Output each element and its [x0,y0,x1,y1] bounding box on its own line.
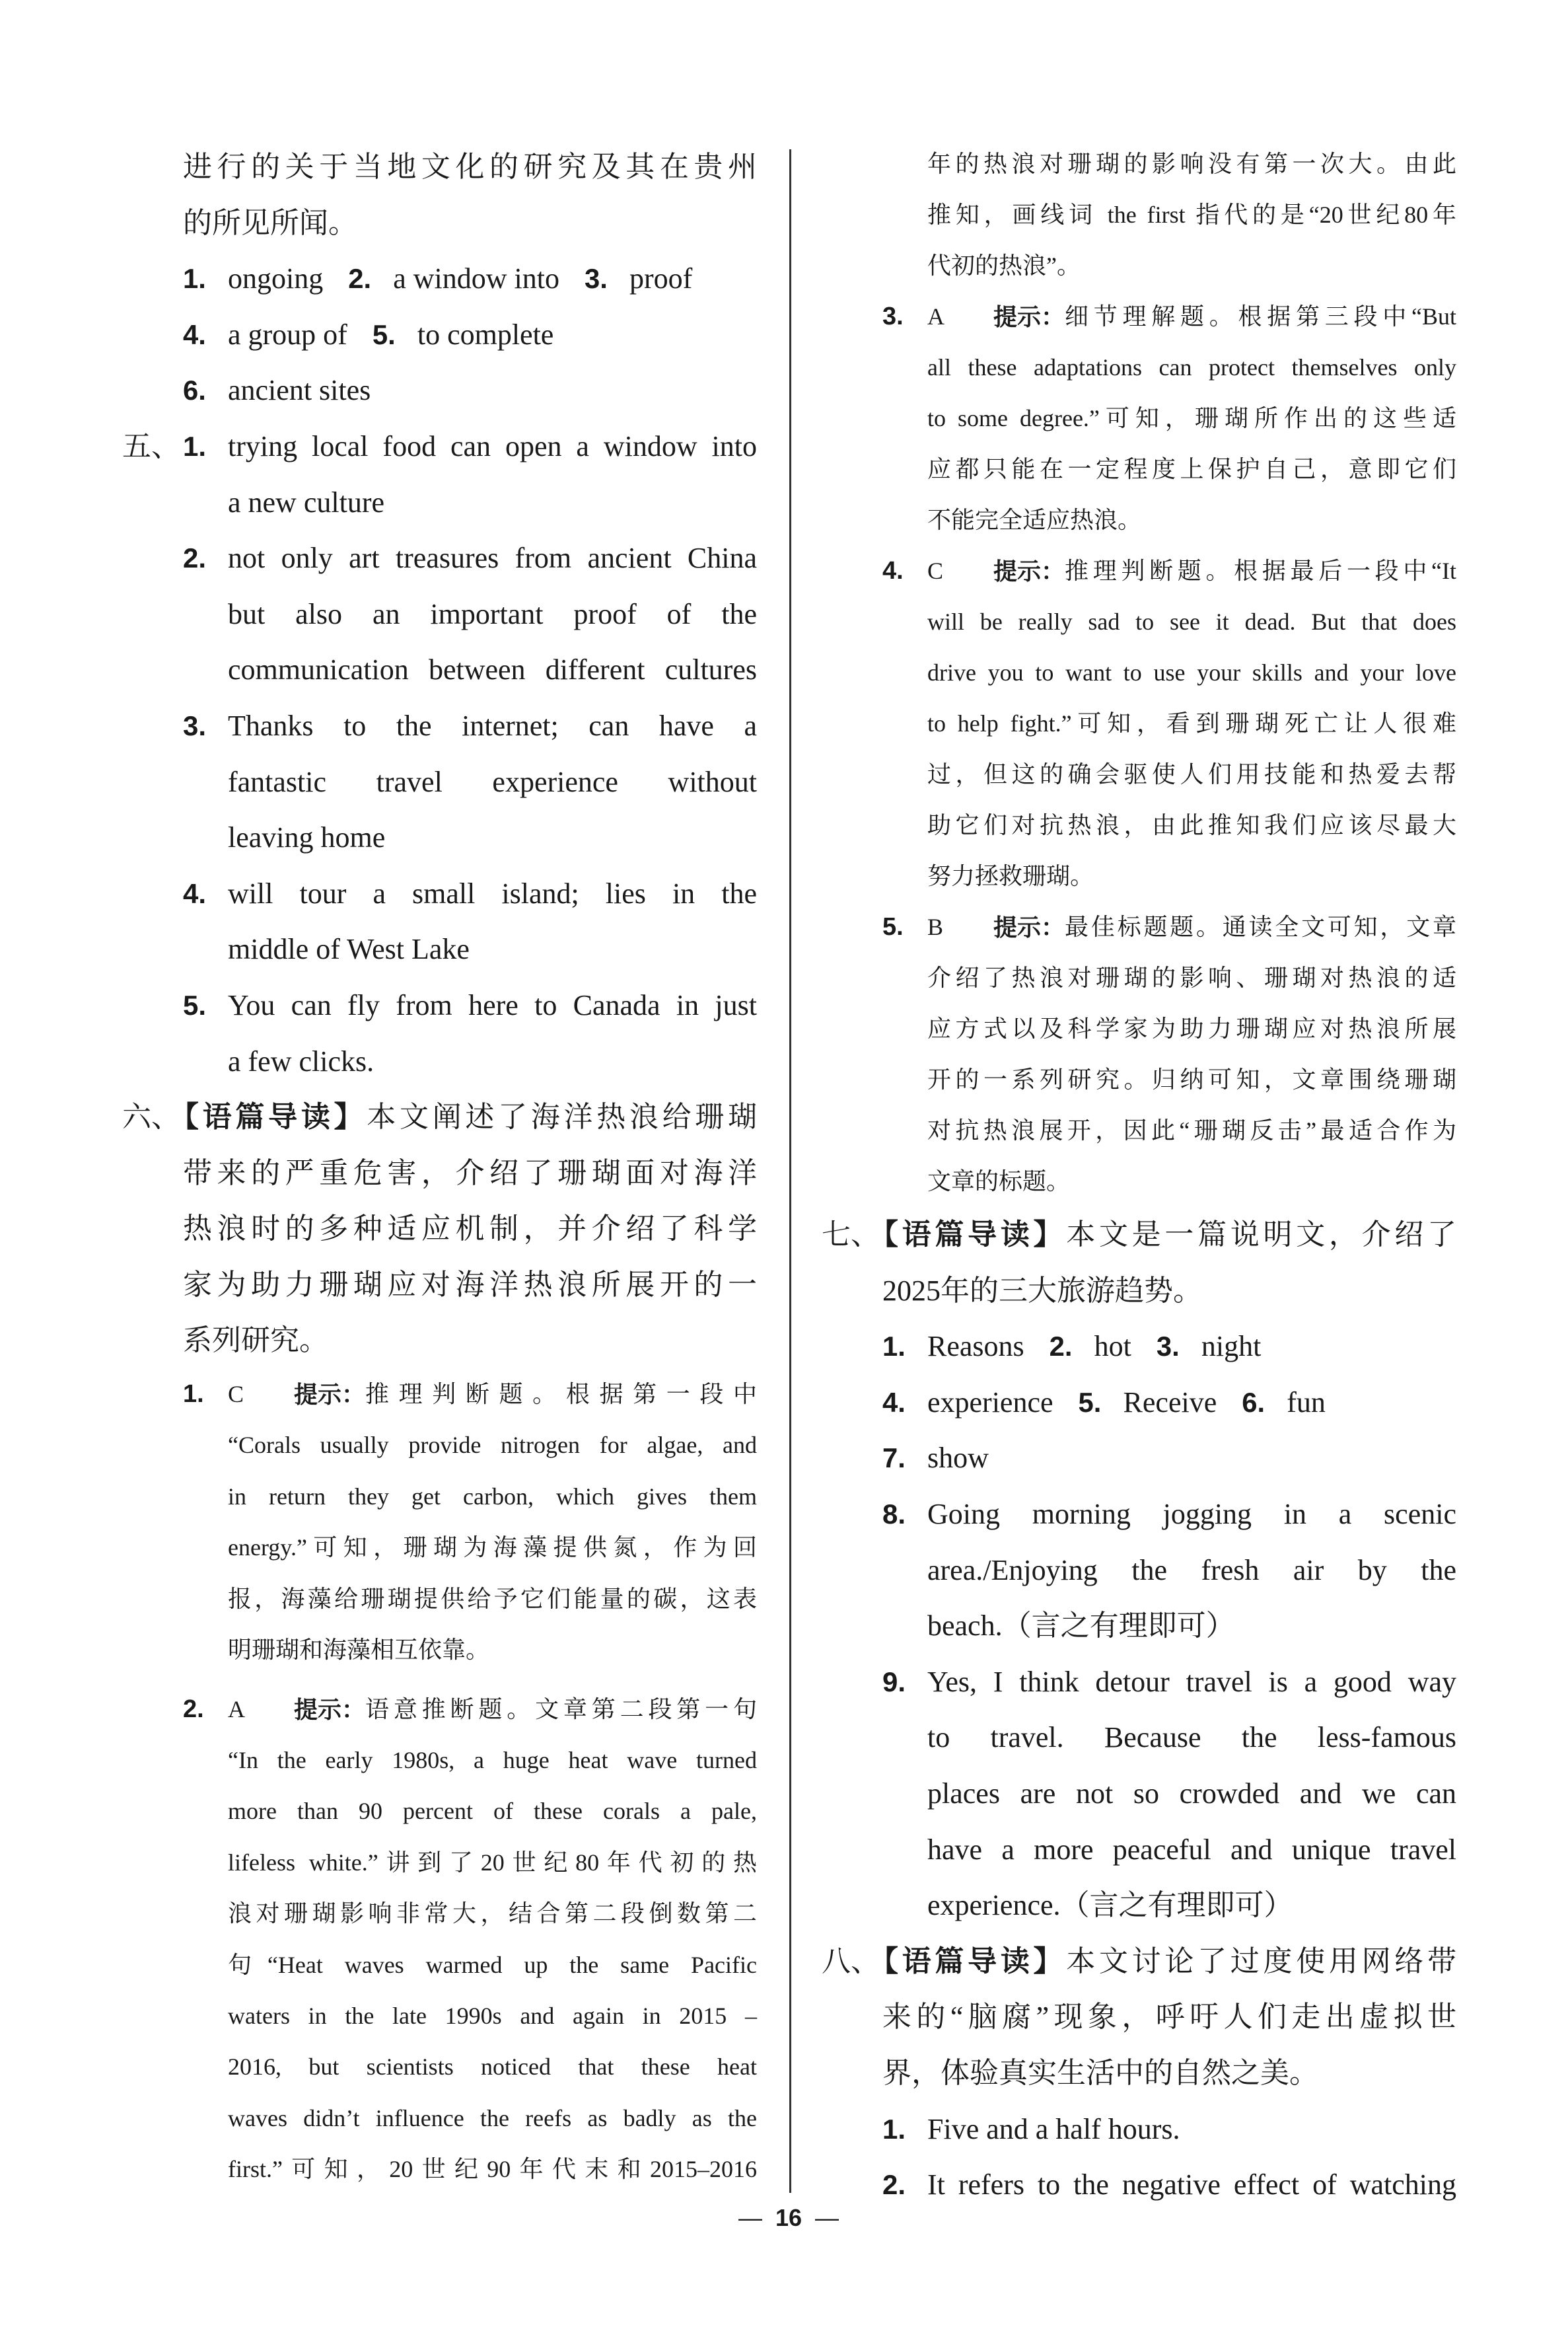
answer-letter: C [927,558,944,584]
text-line: You can fly from here to Canada in just [228,988,757,1021]
answer-item [122,698,757,866]
item-number: 9. [882,1666,906,1697]
item-number: 1. [882,1331,906,1362]
answer-text: a group of [228,318,347,351]
text-line: 应方式以及科学家为助力珊瑚应对热浪所展 [927,1015,1456,1042]
item-number: 5. [183,989,207,1021]
item-number: 4. [183,318,206,350]
text-line: experience.（言之有理即可） [927,1889,1293,1922]
text-line: 界，体验真实生活中的自然之美。 [882,2056,1318,2089]
item-number: 6. [1242,1386,1265,1418]
text-line: 对抗热浪展开，因此“珊瑚反击”最适合作为 [927,1117,1456,1144]
text-line: communication between different cultures [228,653,757,686]
hint-label: 提示： [993,558,1065,585]
text-line: 推知，画线词 the first 指代的是“20世纪80年 [927,202,1456,228]
text-line: 2016, but scientists noticed that these heat [228,2053,757,2081]
text-line: fantastic travel experience without [228,765,757,798]
text-line: 报，海藻给珊瑚提供给予它们能量的碳，这表 [228,1585,757,1612]
text-line: It refers to the negative effect of watching [927,2168,1456,2201]
text-line: “In the early 1980s, a huge heat wave turned [228,1746,757,1773]
guide-text: 本文是一篇说明文，介绍了 [1066,1218,1457,1251]
item-number: 3. [1156,1331,1180,1362]
text-line: a new culture [228,486,384,519]
text-line: to help fight.”可知，看到珊瑚死亡让人很难 [927,710,1456,737]
text-line: first.”可知，20世纪90年代末和2015–2016 [228,2156,757,2183]
item-number: 5. [1078,1386,1102,1418]
text-line: 开的一系列研究。归纳可知，文章围绕珊瑚 [927,1066,1456,1093]
section-number: 六、 [122,1101,180,1134]
vocab-answers [822,1319,1456,1487]
text-line: 代初的热浪”。 [927,252,1081,279]
guide-text: 本文讨论了过度使用网络带 [1066,1944,1457,1977]
item-number: 3. [183,710,207,741]
text-line: area./Enjoying the fresh air by the [927,1553,1456,1586]
text-line: trying local food can open a window into [228,429,757,462]
hint-text: 语意推断题。文章第二段第一句 [365,1695,757,1722]
text-line: 介绍了热浪对珊瑚的影响、珊瑚对热浪的适 [927,965,1456,991]
guide-tag: 【语篇导读】 [869,1218,1067,1251]
text-line: 努力拯救珊瑚。 [927,863,1094,889]
hint-text: 最佳标题题。通读全文可知，文章 [1065,914,1456,940]
text-line [170,1089,757,1146]
item-number: 5. [882,913,904,941]
section-number: 五、 [122,429,180,462]
item-number: 1. [183,263,206,295]
text-line [869,1207,1456,1263]
answer-text: Reasons [927,1330,1024,1363]
text-line [228,1369,757,1420]
item-number: 1. [183,1380,204,1409]
text-line: 句“Heat waves warmed up the same Pacific [228,1951,757,1978]
text-line: “Corals usually provide nitrogen for algae, and [228,1432,757,1459]
text-line: 进行的关于当地文化的研究及其在贵州 [183,151,757,183]
answer-item [122,866,757,978]
answer-letter: A [228,1695,245,1722]
answer-text: experience [927,1385,1053,1419]
item-number: 4. [882,1386,906,1418]
item-number: 4. [183,877,207,909]
right-column [822,139,1456,2213]
item-number: 2. [1049,1331,1073,1362]
text-line: 过，但这的确会驱使人们用技能和热爱去帮 [927,761,1456,788]
text-line: will tour a small island; lies in the [228,877,757,910]
answer-text: hot [1094,1330,1131,1363]
answer-text: fun [1287,1385,1326,1419]
text-line [927,546,1456,597]
text-line: 来的“脑腐”现象，呼吁人们走出虚拟世 [882,2001,1456,2034]
vocab-row [822,1375,1456,1431]
guide-tag: 【语篇导读】 [869,1944,1067,1977]
text-line: more than 90 percent of these corals a pale, [228,1798,757,1825]
hint-label: 提示： [993,303,1065,330]
guide-tag: 【语篇导读】 [170,1101,367,1134]
vocab-row [822,1319,1456,1375]
text-line: 热浪时的多种适应机制，并介绍了科学 [183,1212,757,1245]
passage-guide [822,1934,1456,2102]
answer-item [122,139,757,251]
text-line: waters in the late 1990s and again in 2015 – [228,2002,757,2029]
text-line: a few clicks. [228,1045,374,1078]
footer-dash: — [738,2204,762,2231]
answer-item [122,419,757,531]
text-line: 不能完全适应热浪。 [927,507,1142,533]
text-line: Yes, I think detour travel is a good way [927,1665,1456,1698]
answer-item [822,902,1456,1207]
item-number: 4. [882,557,904,585]
answer-text: to complete [417,318,554,351]
guide-text: 本文阐述了海洋热浪给珊瑚 [367,1101,758,1134]
hint-label: 提示： [294,1381,366,1409]
answer-text: Receive [1123,1385,1217,1419]
item-number: 1. [882,2113,906,2145]
text-line: to travel. Because the less-famous [927,1721,1456,1754]
text-line: middle of West Lake [228,933,470,966]
answer-item [822,139,1456,291]
text-line: 系列研究。 [183,1324,328,1357]
text-line: 年的热浪对珊瑚的影响没有第一次大。由此 [927,151,1456,177]
text-line: will be really sad to see it dead. But that does [927,609,1456,635]
vocab-row [122,363,757,419]
item-number: 5. [372,318,396,350]
passage-guide [822,1207,1456,1319]
answer-text: a window into [393,262,559,295]
text-line: places are not so crowded and we can [927,1777,1456,1810]
answer-item [822,546,1456,902]
answer-item [122,1684,757,2196]
item-number: 2. [882,2169,906,2201]
left-column [122,139,757,2196]
text-line: 应都只能在一定程度上保护自己，意即它们 [927,456,1456,482]
item-number: 2. [183,542,207,574]
text-line: 家为助力珊瑚应对海洋热浪所展开的一 [183,1268,757,1301]
text-line: have a more peaceful and unique travel [927,1833,1456,1866]
text-line: 2025年的三大旅游趋势。 [882,1274,1202,1307]
text-line: but also an important proof of the [228,597,757,630]
answer-item [122,1369,757,1676]
text-line: leaving home [228,821,386,854]
text-line: 的所见所闻。 [183,206,357,239]
text-line: Going morning jogging in a scenic [927,1497,1456,1530]
item-number: 2. [348,263,372,295]
text-line [228,1684,757,1735]
answer-text: night [1201,1330,1262,1363]
hint-label: 提示： [294,1695,366,1723]
passage-guide [122,1089,757,1369]
answer-item [822,1487,1456,1654]
item-number: 3. [882,303,904,330]
answer-letter: B [927,914,944,940]
answer-text: ongoing [228,262,324,295]
vocab-row [122,307,757,363]
text-line: 助它们对抗热浪，由此推知我们应该尽最大 [927,812,1456,838]
text-line: energy.”可知，珊瑚为海藻提供氮，作为回 [228,1534,757,1561]
hint-text: 推理判断题。根据第一段中 [365,1381,757,1408]
text-line: waves didn’t influence the reefs as badly as the [228,2104,757,2131]
hint-text: 推理判断题。根据最后一段中“It [1065,558,1456,584]
item-number: 8. [882,1498,906,1530]
text-line: beach.（言之有理即可） [927,1609,1235,1642]
text-line [927,291,1456,342]
answer-letter: C [228,1381,244,1408]
section-number: 七、 [822,1218,880,1251]
column-divider [789,149,791,2193]
answer-item [122,978,757,1089]
text-line: all these adaptations can protect themselves only [927,354,1456,381]
answer-letter: A [927,303,944,330]
answer-item [822,1654,1456,1934]
hint-text: 细节理解题。根据第三段中“But [1065,303,1456,330]
text-line [869,1934,1456,1990]
text-line: 带来的严重危害，介绍了珊瑚面对海洋 [183,1156,757,1189]
answer-text: ancient sites [228,374,371,407]
item-number: 1. [183,430,207,462]
answer-item [822,291,1456,546]
page-footer [0,2204,1568,2232]
vocab-row [122,251,757,307]
answer-text: proof [629,262,693,295]
answer-item [122,531,757,698]
text-line: 明珊瑚和海藻相互依靠。 [228,1637,490,1664]
text-line: Five and a half hours. [927,2112,1180,2145]
text-line: Thanks to the internet; can have a [228,709,757,742]
text-line: 浪对珊瑚影响非常大，结合第二段倒数第二 [228,1900,757,1927]
answer-text: show [927,1442,989,1475]
text-line: drive you to want to use your skills and your love [927,659,1456,686]
hint-label: 提示： [993,914,1065,941]
text-line: to some degree.”可知，珊瑚所作出的这些适 [927,405,1456,431]
vocab-answers [122,251,757,419]
item-number: 7. [882,1442,906,1474]
footer-dash: — [815,2204,839,2231]
section-number: 八、 [822,1944,880,1977]
text-line: 文章的标题。 [927,1168,1071,1195]
vocab-row [822,1430,1456,1487]
answer-item [822,2102,1456,2158]
item-number: 6. [183,375,206,406]
text-line: lifeless white.”讲到了20世纪80年代初的热 [228,1849,757,1876]
text-line: in return they get carbon, which gives them [228,1483,757,1510]
page-number: 16 [775,2204,802,2231]
text-line [927,902,1456,953]
item-number: 3. [585,263,608,295]
item-number: 2. [183,1695,204,1723]
text-line: not only art treasures from ancient China [228,542,757,575]
